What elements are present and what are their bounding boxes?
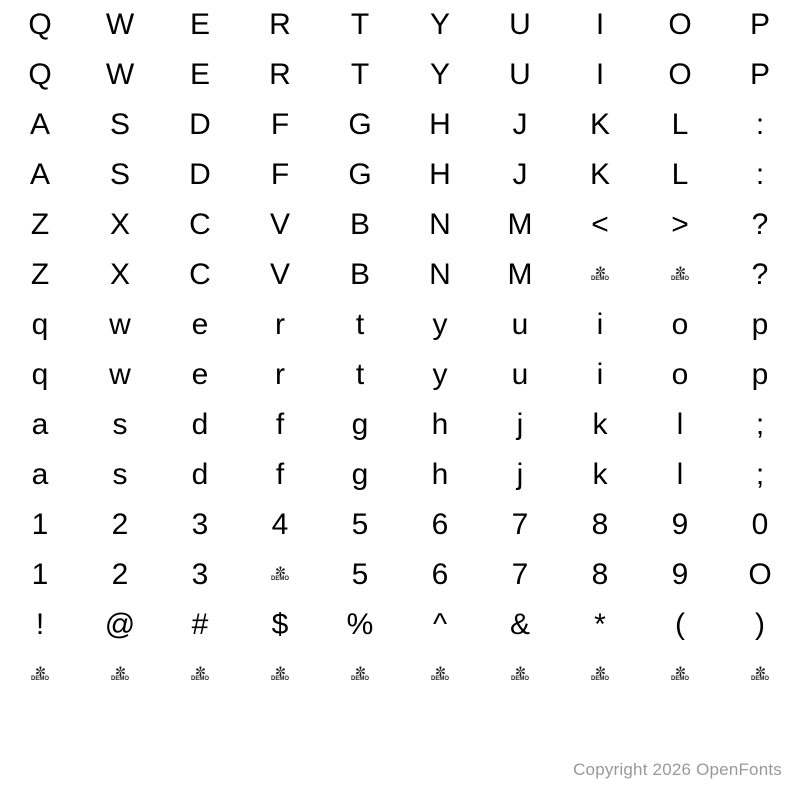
glyph-cell	[160, 650, 240, 700]
glyph-cell: Q	[28, 8, 52, 41]
glyph-cell: e	[191, 358, 209, 391]
glyph-cell: R	[269, 58, 291, 91]
demo-watermark-icon	[191, 664, 209, 683]
demo-watermark-icon	[671, 664, 689, 683]
glyph-cell: k	[592, 408, 608, 441]
glyph-cell: G	[348, 108, 372, 141]
glyph-cell: E	[189, 58, 210, 91]
copyright-notice: Copyright 2026 OpenFonts	[573, 760, 782, 779]
demo-leaf-glyph: ✼	[195, 664, 205, 679]
glyph-cell: 2	[111, 558, 129, 591]
glyph-cell: :	[755, 108, 765, 141]
glyph-cell: 3	[191, 558, 209, 591]
glyph-cell	[80, 650, 160, 700]
glyph-cell: w	[109, 358, 131, 391]
glyph-cell: F	[270, 158, 290, 191]
glyph-cell: i	[596, 308, 604, 341]
glyph-cell	[240, 550, 320, 600]
glyph-cell: f	[275, 408, 285, 441]
glyph-cell: 2	[111, 508, 129, 541]
glyph-cell: B	[349, 208, 370, 241]
demo-word-label: DEMO	[511, 676, 529, 682]
glyph-cell: W	[105, 58, 135, 91]
glyph-cell: J	[512, 158, 528, 191]
demo-word-label: DEMO	[271, 576, 289, 582]
demo-leaf-glyph: ✼	[35, 664, 45, 679]
demo-leaf-glyph: ✼	[275, 664, 285, 679]
glyph-cell: t	[355, 358, 365, 391]
glyph-cell: Y	[429, 8, 450, 41]
glyph-cell: 8	[591, 508, 609, 541]
demo-leaf-glyph: ✼	[755, 664, 765, 679]
glyph-cell: M	[507, 208, 533, 241]
glyph-cell: i	[596, 358, 604, 391]
demo-watermark-icon	[31, 664, 49, 683]
glyph-cell: t	[355, 308, 365, 341]
glyph-cell: E	[189, 8, 210, 41]
glyph-cell: <	[591, 208, 609, 241]
glyph-cell: )	[755, 608, 765, 641]
glyph-cell: >	[671, 208, 689, 241]
glyph-cell: V	[269, 208, 290, 241]
glyph-cell: s	[112, 458, 128, 491]
glyph-cell: X	[109, 258, 130, 291]
glyph-cell: !	[35, 608, 45, 641]
glyph-cell: j	[516, 458, 524, 491]
glyph-cell: (	[675, 608, 685, 641]
glyph-cell: H	[429, 108, 451, 141]
glyph-cell: T	[350, 58, 370, 91]
glyph-cell: Z	[30, 258, 50, 291]
glyph-cell: S	[109, 108, 130, 141]
demo-word-label: DEMO	[591, 676, 609, 682]
glyph-cell	[0, 650, 80, 700]
glyph-cell: d	[191, 408, 209, 441]
demo-leaf-glyph: ✼	[595, 264, 605, 279]
glyph-cell: &	[509, 608, 530, 641]
glyph-cell: 5	[351, 558, 369, 591]
glyph-cell: $	[271, 608, 289, 641]
demo-leaf-glyph: ✼	[275, 564, 285, 579]
glyph-cell: u	[511, 308, 529, 341]
demo-watermark-icon	[671, 264, 689, 283]
glyph-cell: R	[269, 8, 291, 41]
demo-leaf-glyph: ✼	[435, 664, 445, 679]
glyph-cell	[320, 650, 400, 700]
glyph-cell: h	[431, 408, 449, 441]
demo-leaf-glyph: ✼	[355, 664, 365, 679]
glyph-cell: D	[189, 108, 211, 141]
glyph-cell: C	[189, 208, 211, 241]
glyph-cell: y	[432, 308, 448, 341]
glyph-cell: L	[671, 108, 689, 141]
glyph-cell: S	[109, 158, 130, 191]
glyph-cell: X	[109, 208, 130, 241]
glyph-cell: g	[351, 458, 369, 491]
glyph-cell: ;	[755, 408, 765, 441]
glyph-cell: l	[676, 458, 684, 491]
glyph-cell: C	[189, 258, 211, 291]
glyph-cell: ?	[751, 258, 769, 291]
demo-leaf-glyph: ✼	[115, 664, 125, 679]
glyph-cell: M	[507, 258, 533, 291]
glyph-cell: %	[346, 608, 374, 641]
glyph-cell: A	[29, 158, 50, 191]
glyph-cell	[560, 650, 640, 700]
glyph-cell: 8	[591, 558, 609, 591]
demo-word-label: DEMO	[671, 676, 689, 682]
glyph-cell: 3	[191, 508, 209, 541]
demo-watermark-icon	[751, 664, 769, 683]
glyph-cell: Q	[28, 58, 52, 91]
glyph-cell: p	[751, 308, 769, 341]
glyph-cell: e	[191, 308, 209, 341]
demo-watermark-icon	[271, 564, 289, 583]
glyph-cell: j	[516, 408, 524, 441]
glyph-cell: p	[751, 358, 769, 391]
demo-word-label: DEMO	[431, 676, 449, 682]
demo-watermark-icon	[351, 664, 369, 683]
demo-leaf-glyph: ✼	[675, 664, 685, 679]
demo-watermark-icon	[431, 664, 449, 683]
demo-word-label: DEMO	[31, 676, 49, 682]
glyph-cell: N	[429, 258, 451, 291]
demo-word-label: DEMO	[591, 276, 609, 282]
glyph-cell: y	[432, 358, 448, 391]
glyph-cell: T	[350, 8, 370, 41]
glyph-cell: A	[29, 108, 50, 141]
glyph-cell	[640, 650, 720, 700]
glyph-cell: #	[191, 608, 209, 641]
glyph-cell: r	[275, 358, 285, 391]
glyph-cell: 9	[671, 558, 689, 591]
glyph-cell: ;	[755, 458, 765, 491]
glyph-cell: O	[668, 8, 692, 41]
glyph-cell: q	[31, 308, 49, 341]
glyph-cell: 4	[271, 508, 289, 541]
glyph-cell: N	[429, 208, 451, 241]
demo-leaf-glyph: ✼	[675, 264, 685, 279]
glyph-cell: h	[431, 458, 449, 491]
glyph-cell: L	[671, 158, 689, 191]
glyph-cell: 9	[671, 508, 689, 541]
glyph-cell: P	[749, 8, 770, 41]
glyph-cell: O	[668, 58, 692, 91]
demo-leaf-glyph: ✼	[595, 664, 605, 679]
glyph-cell: 6	[431, 508, 449, 541]
glyph-cell: J	[512, 108, 528, 141]
glyph-cell: G	[348, 158, 372, 191]
demo-word-label: DEMO	[751, 676, 769, 682]
glyph-cell: Y	[429, 58, 450, 91]
glyph-cell: W	[105, 8, 135, 41]
glyph-cell: 1	[31, 558, 49, 591]
demo-word-label: DEMO	[671, 276, 689, 282]
glyph-cell	[240, 650, 320, 700]
glyph-cell: ^	[432, 608, 448, 641]
glyph-cell: 7	[511, 508, 529, 541]
glyph-cell: 6	[431, 558, 449, 591]
glyph-cell	[720, 650, 800, 700]
glyph-cell: k	[592, 458, 608, 491]
glyph-cell	[640, 250, 720, 300]
glyph-cell: s	[112, 408, 128, 441]
glyph-cell: I	[595, 58, 605, 91]
glyph-cell: d	[191, 458, 209, 491]
demo-leaf-glyph: ✼	[515, 664, 525, 679]
glyph-cell: u	[511, 358, 529, 391]
demo-watermark-icon	[511, 664, 529, 683]
demo-word-label: DEMO	[351, 676, 369, 682]
glyph-cell: g	[351, 408, 369, 441]
glyph-cell: F	[270, 108, 290, 141]
glyph-cell: o	[671, 308, 689, 341]
demo-watermark-icon	[111, 664, 129, 683]
glyph-cell: a	[31, 458, 49, 491]
glyph-cell: 0	[751, 508, 769, 541]
glyph-cell: 1	[31, 508, 49, 541]
glyph-cell: O	[748, 558, 772, 591]
glyph-cell: U	[509, 8, 531, 41]
demo-watermark-icon	[591, 664, 609, 683]
glyph-cell: q	[31, 358, 49, 391]
demo-word-label: DEMO	[271, 676, 289, 682]
glyph-cell: f	[275, 458, 285, 491]
glyph-cell	[400, 650, 480, 700]
demo-watermark-icon	[591, 264, 609, 283]
glyph-cell: 5	[351, 508, 369, 541]
glyph-cell: K	[589, 158, 610, 191]
glyph-cell: a	[31, 408, 49, 441]
demo-word-label: DEMO	[111, 676, 129, 682]
glyph-cell: @	[104, 608, 136, 641]
demo-watermark-icon	[271, 664, 289, 683]
glyph-cell: B	[349, 258, 370, 291]
glyph-cell: *	[594, 608, 606, 641]
glyph-cell: ?	[751, 208, 769, 241]
glyph-cell: D	[189, 158, 211, 191]
demo-word-label: DEMO	[191, 676, 209, 682]
glyph-cell: :	[755, 158, 765, 191]
glyph-cell: U	[509, 58, 531, 91]
glyph-cell: r	[275, 308, 285, 341]
glyph-cell: o	[671, 358, 689, 391]
glyph-cell: l	[676, 408, 684, 441]
glyph-cell: H	[429, 158, 451, 191]
glyph-cell	[480, 650, 560, 700]
glyph-cell: 7	[511, 558, 529, 591]
glyph-cell: w	[109, 308, 131, 341]
glyph-cell	[560, 250, 640, 300]
glyph-cell: Z	[30, 208, 50, 241]
glyph-cell: K	[589, 108, 610, 141]
glyph-cell: P	[749, 58, 770, 91]
glyph-cell: V	[269, 258, 290, 291]
glyph-cell: I	[595, 8, 605, 41]
